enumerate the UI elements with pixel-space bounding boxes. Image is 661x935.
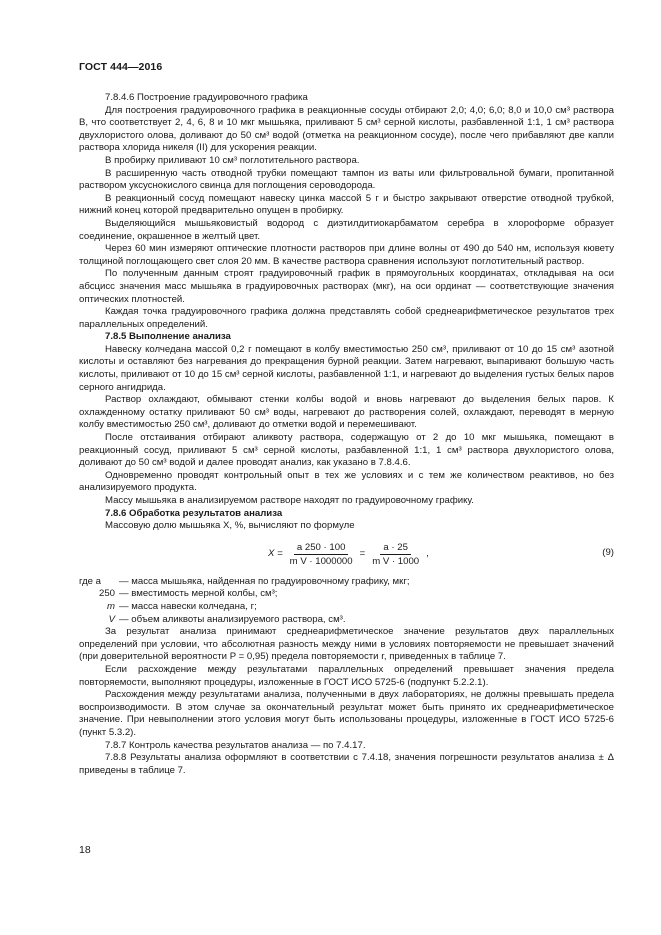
legend-text: — масса мышьяка, найденная по градуировочному графику, мкг; (119, 575, 410, 587)
subsection-787: 7.8.7 Контроль качества результатов анализа — по 7.4.17. (105, 739, 366, 751)
fraction-numerator: a 250 · 100 (294, 542, 349, 555)
paragraph: Навеску колчедана массой 0,2 г помещают в колбу вместимостью 250 см³, приливают от 10 до 15 см³ азотной кислоты и оставляют без нагревания до прекращения бурной реакции. Затем нагревают, выпаривают большую часть кислоты, приливают от 10 до 15 см³ серной кислоты, разбавленной 1:1, и нагревают до выделения густых белых паров серного ангидрида. (79, 343, 614, 393)
fraction-denominator: m V · 1000000 (289, 555, 353, 567)
paragraph: В реакционный сосуд помещают навеску цинка массой 5 г и быстро закрывают отверстие отводной трубкой, нижний конец которой предварительно опущен в пробирку. (79, 192, 614, 217)
legend-symbol: V (108, 613, 115, 625)
document-body (79, 92, 614, 777)
paragraph: За результат анализа принимают среднеарифметическое значение результатов двух параллельных определений при условии, что абсолютная разность между ними в условиях повторяемости не превышает значений (при доверительной вероятности P = 0,95) предела повторяемости r, приведенных в таблице 7. (79, 626, 614, 663)
legend-text: — масса навески колчедана, г; (119, 600, 257, 612)
formula-fraction-1 (287, 542, 356, 567)
paragraph: По полученным данным строят градуировочный график в прямоугольных координатах, откладывая на оси абсцисс значения масс мышьяка в градуировочных растворах (мкг), на оси ординат — соответствующие значения оптических плотностей. (79, 268, 614, 305)
section-heading-785: 7.8.5 Выполнение анализа (105, 331, 231, 343)
subsection-title-7846: 7.8.4.6 Построение градуировочного графика (105, 92, 308, 103)
paragraph: Одновременно проводят контрольный опыт в тех же условиях и с тем же количеством реактивов, но без анализируемого продукта. (79, 469, 614, 494)
paragraph: Для построения градуировочного графика в реакционные сосуды отбирают 2,0; 4,0; 6,0; 8,0 и 10,0 см³ раствора В, что соответствует 2, 4, 6, 8 и 10 мкг мышьяка, приливают 5 см³ серной кислоты, разбавленной 1:1, 1 см³ раствора двухлористого олова, доливают до 50 см³ водой (отметка на реакционном сосуде), после чего прибавляют две капли раствора хлорида никеля (II) для ускорения реакции. (79, 104, 614, 154)
formula-intro: Массовую долю мышьяка X, %, вычисляют по формуле (105, 520, 355, 532)
paragraph: В пробирку приливают 10 см³ поглотительного раствора. (105, 154, 360, 166)
formula-expression (268, 542, 429, 567)
document-header: ГОСТ 444—2016 (79, 61, 163, 73)
equation-number: (9) (602, 546, 614, 558)
paragraph: Массу мышьяка в анализируемом растворе находят по градуировочному графику. (105, 495, 474, 506)
legend-text: — объем аликвоты анализируемого раствора, см³. (119, 613, 346, 625)
formula-legend-item (79, 601, 614, 614)
legend-symbol: 250 (98, 588, 115, 600)
formula-fraction-2 (369, 542, 422, 567)
subsection-788: 7.8.8 Результаты анализа оформляют в соответствии с 7.4.18, значения погрешности результатов анализа ± Δ приведены в таблице 7. (79, 752, 614, 776)
formula-legend-item (79, 576, 614, 589)
formula-legend-item (79, 614, 614, 627)
paragraph: Выделяющийся мышьяковистый водород с диэтилдитиокарбаматом серебра в хлороформе образует соединение, окрашенное в желтый цвет. (79, 217, 614, 242)
page-number: 18 (79, 844, 91, 856)
paragraph: Если расхождение между результатами параллельных определений превышает значения предела повторяемости, выполняют процедуры, изложенные в ГОСТ ИСО 5725-6 (подпункт 5.2.2.1). (79, 663, 614, 688)
paragraph: Через 60 мин измеряют оптические плотности растворов при длине волны от 490 до 540 нм, используя кювету толщиной поглощающего свет слоя 20 мм. В качестве раствора сравнения используют поглотительный раствор. (79, 243, 614, 267)
formula-lhs: X = (268, 547, 283, 559)
section-heading-786: 7.8.6 Обработка результатов анализа (105, 507, 283, 519)
formula-legend-item (79, 588, 614, 601)
paragraph: Каждая точка градуировочного графика должна представлять собой среднеарифметическое результатов трех параллельных определений. (79, 306, 614, 330)
legend-symbol: где a (79, 575, 102, 587)
formula-9 (79, 536, 614, 572)
paragraph: В расширенную часть отводной трубки помещают тампон из ваты или фильтровальной бумаги, пропитанной раствором уксуснокислого свинца для поглощения сероводорода. (79, 167, 614, 192)
formula-tail: , (426, 547, 429, 559)
paragraph: Раствор охлаждают, обмывают стенки колбы водой и вновь нагревают до выделения белых паров. К охлажденному остатку приливают 50 см³ воды, нагревают до растворения солей, охлаждают, переводят в мерную колбу вместимостью 250 см³, доливают до отметки водой и перемешивают. (79, 394, 614, 431)
paragraph: После отстаивания отбирают аликвоту раствора, содержащую от 2 до 10 мкг мышьяка, помещают в реакционный сосуд, приливают 5 см³ серной кислоты, разбавленной 1:1, 1 см³ раствора двухлористого олова, доливают до 50 см³ водой и далее проводят анализ, как указано в 7.8.4.6. (79, 432, 614, 469)
fraction-denominator: m V · 1000 (372, 555, 420, 567)
legend-symbol: m (107, 600, 115, 612)
legend-text: — вместимость мерной колбы, см³; (119, 588, 278, 600)
formula-equals: = (359, 547, 366, 559)
fraction-numerator: a · 25 (380, 542, 411, 555)
paragraph: Расхождения между результатами анализа, полученными в двух лабораториях, не должны превышать предела воспроизводимости. В этом случае за окончательный результат может быть принято их среднеарифметическое значение. При невыполнении этого условия могут быть использованы процедуры, изложенные в ГОСТ ИСО 5725-6 (пункт 5.3.2). (79, 689, 614, 738)
